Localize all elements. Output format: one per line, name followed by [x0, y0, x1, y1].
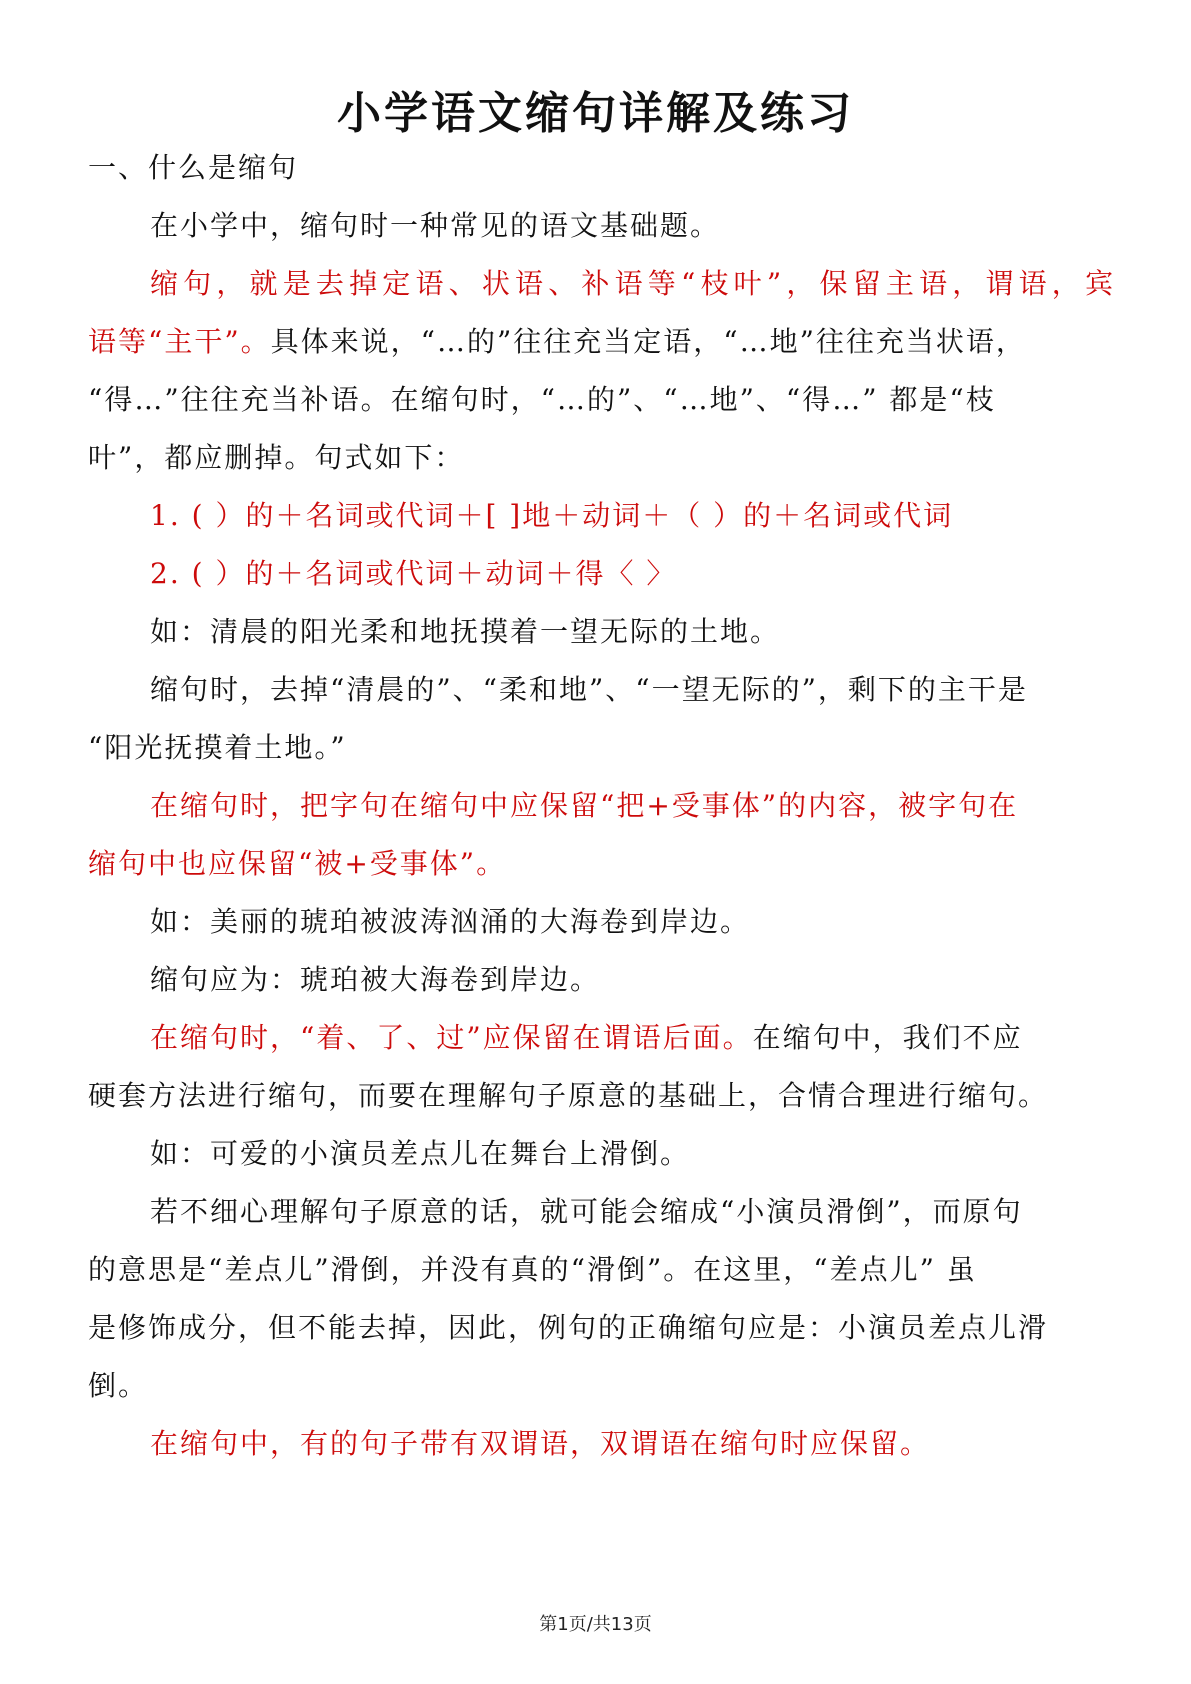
paragraph-line: 倒。: [88, 1369, 149, 1402]
rule-double-predicate: 在缩句中，有的句子带有双谓语，双谓语在缩句时应保留。: [150, 1427, 931, 1460]
page-number: 第1页/共13页: [539, 1614, 652, 1635]
example-line: 如：美丽的琥珀被波涛汹涌的大海卷到岸边。: [150, 905, 751, 938]
rule-ba-bei: 在缩句时，把字句在缩句中应保留“把+受事体”的内容，被字句在: [150, 789, 1019, 822]
emphasis-text: 语等“主干”。: [88, 325, 271, 358]
example-line: 如：可爱的小演员差点儿在舞台上滑倒。: [150, 1137, 691, 1170]
paragraph-line: 叶”，都应删掉。句式如下：: [88, 441, 465, 474]
answer-line: 缩句应为：琥珀被大海卷到岸边。: [150, 963, 601, 996]
paragraph-line: 是修饰成分，但不能去掉，因此，例句的正确缩句应是：小演员差点儿滑: [88, 1311, 1049, 1344]
definition-line-2: [88, 322, 1113, 362]
paragraph-line: 在小学中，缩句时一种常见的语文基础题。: [150, 209, 721, 242]
rule-ba-bei-cont: 缩句中也应保留“被+受事体”。: [88, 847, 507, 880]
paragraph-line: 若不细心理解句子原意的话，就可能会缩成“小演员滑倒”，而原句: [150, 1195, 1023, 1228]
paragraph-text: 在缩句中，我们不应: [752, 1021, 1023, 1054]
pattern-2: 2. ( ）的＋名词或代词＋动词＋得〈 〉: [150, 557, 677, 590]
paragraph-line: 缩句时，去掉“清晨的”、“柔和地”、“一望无际的”，剩下的主干是: [150, 673, 1028, 706]
section-heading: 一、什么是缩句: [88, 151, 299, 184]
example-line: 如：清晨的阳光柔和地抚摸着一望无际的土地。: [150, 615, 781, 648]
paragraph-line: 的意思是“差点儿”滑倒，并没有真的“滑倒”。在这里，“差点儿” 虽: [88, 1253, 977, 1286]
paragraph-line: “得…”往往充当补语。在缩句时，“…的”、“…地”、“得…” 都是“枝: [88, 383, 996, 416]
paragraph-line: 硬套方法进行缩句，而要在理解句子原意的基础上，合情合理进行缩句。: [88, 1079, 1049, 1112]
definition-line: 缩句，就是去掉定语、状语、补语等“枝叶”，保留主语，谓语，宾: [150, 267, 1115, 300]
paragraph-text: 具体来说，“…的”往往充当定语，“…地”往往充当状语，: [270, 325, 1026, 358]
pattern-1: 1. ( ）的＋名词或代词＋[ ]地＋动词＋（ ）的＋名词或代词: [150, 499, 954, 532]
emphasis-text: 在缩句时，“着、了、过”应保留在谓语后面。: [150, 1021, 753, 1054]
paragraph-line: “阳光抚摸着土地。”: [88, 731, 347, 764]
rule-zhe-le-guo: [150, 1018, 1115, 1058]
page-title: 小学语文缩句详解及练习: [337, 88, 854, 139]
